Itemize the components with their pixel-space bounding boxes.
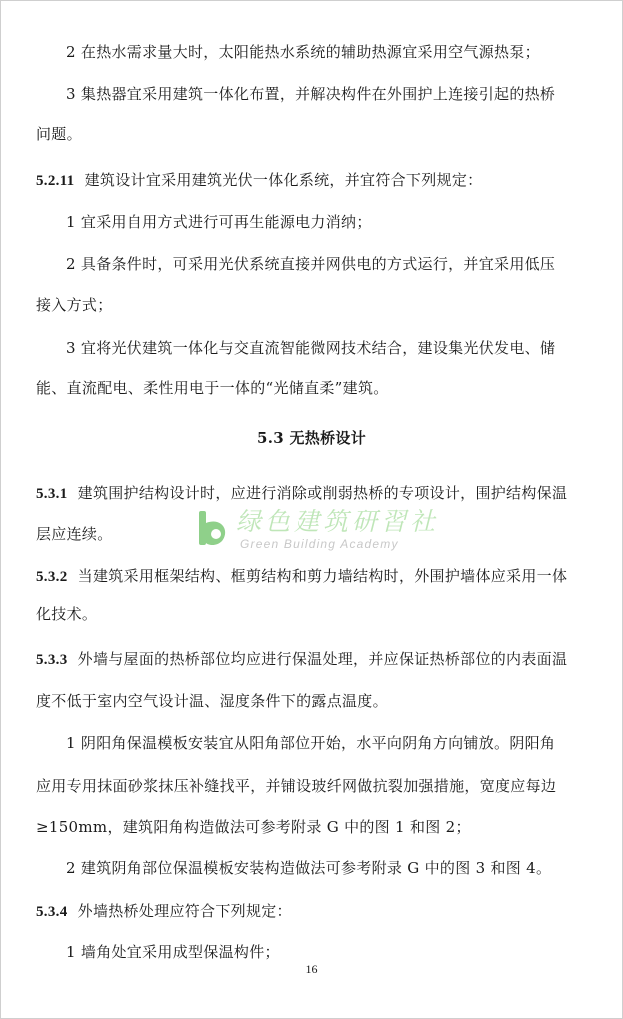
text-line: 化技术。 xyxy=(36,605,98,623)
text-line: ≥150mm，建筑阳角构造做法可参考附录 G 中的图 1 和图 2； xyxy=(36,818,471,836)
text-line: 度不低于室内空气设计温、湿度条件下的露点温度。 xyxy=(36,692,388,710)
text-line: 3 宜将光伏建筑一体化与交直流智能微网技术结合，建设集光伏发电、储 xyxy=(66,339,556,357)
text-line: 2 建筑阴角部位保温模板安装构造做法可参考附录 G 中的图 3 和图 4。 xyxy=(66,859,552,877)
clause-number: 5.3.2 xyxy=(36,569,68,585)
text-line: 应用专用抹面砂浆抹压补缝找平，并铺设玻纤网做抗裂加强措施，宽度应每边 xyxy=(36,777,557,795)
clause-5-3-2: 5.3.2 当建筑采用框架结构、框剪结构和剪力墙结构时，外围护墙体应采用一体 xyxy=(36,567,568,585)
text-line: 1 宜采用自用方式进行可再生能源电力消纳； xyxy=(66,213,372,231)
clause-5-3-1: 5.3.1 建筑围护结构设计时，应进行消除或削弱热桥的专项设计，围护结构保温 xyxy=(36,484,568,502)
clause-5-2-11: 5.2.11 建筑设计宜采用建筑光伏一体化系统，并宜符合下列规定： xyxy=(36,171,483,189)
text-line: 3 集热器宜采用建筑一体化布置，并解决构件在外围护上连接引起的热桥 xyxy=(66,85,556,103)
clause-5-3-4: 5.3.4 外墙热桥处理应符合下列规定： xyxy=(36,902,292,920)
text-line: 接入方式； xyxy=(36,296,113,314)
clause-number: 5.2.11 xyxy=(36,173,75,189)
clause-number: 5.3.4 xyxy=(36,904,68,920)
leaf-logo-icon xyxy=(196,509,232,549)
watermark xyxy=(196,507,440,555)
text-line: 问题。 xyxy=(36,125,82,143)
text-line: 2 在热水需求量大时，太阳能热水系统的辅助热源宜采用空气源热泵； xyxy=(66,43,540,61)
text-line: 1 阴阳角保温模板安装宜从阳角部位开始，水平向阴角方向铺放。阴阳角 xyxy=(66,734,556,752)
section-title: 5.3 无热桥设计 xyxy=(256,429,367,447)
text-line: 层应连续。 xyxy=(36,525,113,543)
text-line: 能、直流配电、柔性用电于一体的“光储直柔”建筑。 xyxy=(36,379,389,397)
clause-5-3-3: 5.3.3 外墙与屋面的热桥部位均应进行保温处理，并应保证热桥部位的内表面温 xyxy=(36,650,568,668)
page-number: 16 xyxy=(305,962,318,976)
clause-number: 5.3.3 xyxy=(36,652,68,668)
text-line: 2 具备条件时，可采用光伏系统直接并网供电的方式运行，并宜采用低压 xyxy=(66,255,556,273)
text-line: 1 墙角处宜采用成型保温构件； xyxy=(66,943,280,961)
clause-number: 5.3.1 xyxy=(36,486,68,502)
watermark-text-cn: 绿色建筑研習社 xyxy=(236,507,440,536)
watermark-text-en: Green Building Academy xyxy=(240,537,399,551)
